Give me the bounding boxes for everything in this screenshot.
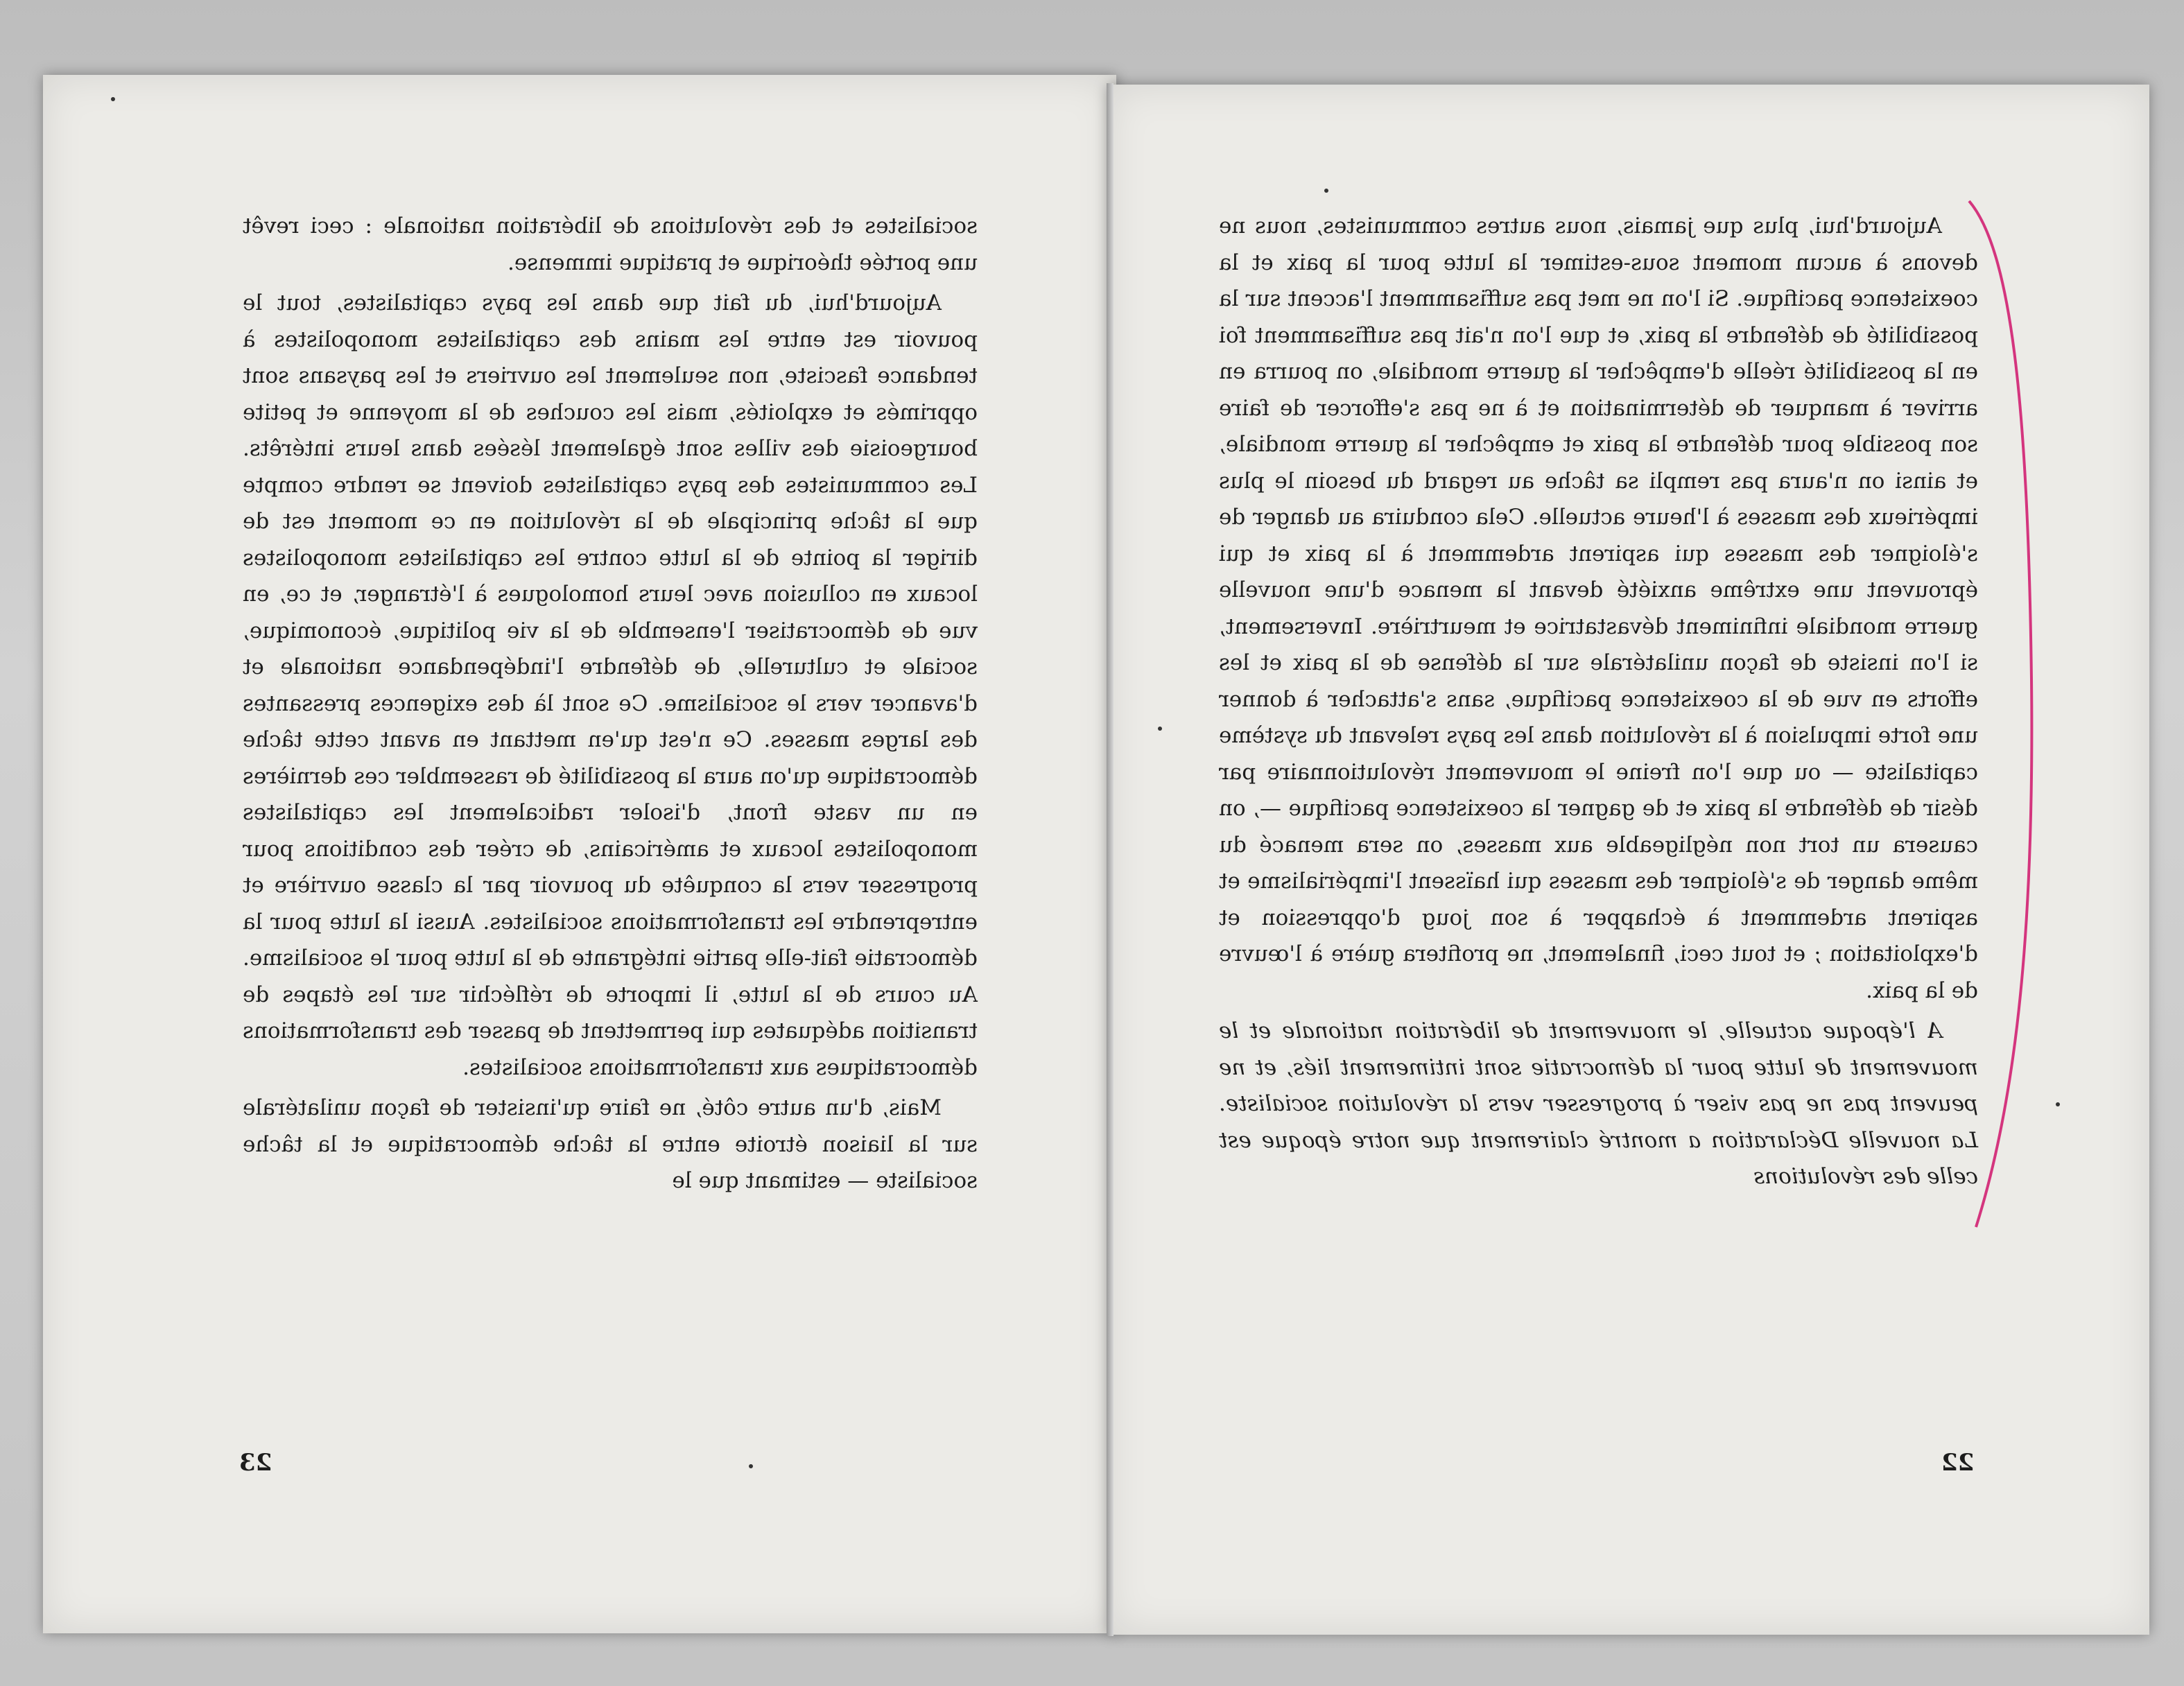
left-page-number: 23 — [239, 1449, 272, 1477]
left-paragraph-3: Mais, d'un autre côté, ne faire qu'insister de façon unilatérale sur la liaison étroite entre la tâche démocratique et la tâche socialiste — estimant que le — [243, 1095, 978, 1193]
right-paragraph-1: Aujourd'hui, plus que jamais, nous autres communistes, nous ne devons à aucun moment sous-estimer la lutte pour la paix et la coexistence pacifique. Si l'on ne met pas suffisamment l'accent sur la possibilité de défendre la paix, et que l'on n'ait pas suffisamment foi en la possibilité réelle d'empêcher la guerre mondiale, on pourra en arriver à manquer de détermination et à ne pas s'efforcer de faire son possible pour défendre la paix et empêcher la guerre mondiale, et ainsi on n'aura pas rempli sa tâche au regard du besoin le plus impérieux des masses à l'heure actuelle. Cela conduira au danger de s'éloigner des masses qui aspirent ardemment à la paix et qui éprouvent une extrême anxiété devant la menace d'une nouvelle guerre mondiale infiniment dévastatrice et meurtrière. Inversement, si l'on insiste de façon unilatérale sur la défense de la paix et les efforts en vue de la coexistence pacifique, sans s'attacher à donner une forte impulsion à la révolution dans les pays relevant du système capitaliste — ou que l'on freine le mouvement révolutionnaire par désir de défendre la paix et de gagner la coexistence pacifique —, on causera un tort non négligeable aux masses, on sera menacé du même danger de s'éloigner des masses qui haïssent l'impérialisme et aspirent ardemment à échapper à son joug d'oppression et d'exploitation ; et tout ceci, finalement, ne profitera guère à l'œuvre de la paix. — [1219, 214, 1978, 1003]
right-page-text — [1219, 208, 1978, 1199]
margin-bracket-mark — [1962, 194, 2045, 1234]
left-paragraph-1: socialistes et des révolutions de libération nationale : ceci revêt une portée théorique et pratique immense. — [243, 214, 978, 275]
book-spine — [1107, 83, 1113, 1636]
right-page-number: 22 — [1941, 1449, 1975, 1477]
scan-speck — [749, 1464, 753, 1468]
scan-speck — [111, 97, 115, 101]
left-paragraph-2: Aujourd'hui, du fait que dans les pays capitalistes, tout le pouvoir est entre les mains des capitalistes monopolistes à tendance fasciste, non seulement les ouvriers et les paysans sont opprimés et exploités, mais les couches de la moyenne et petite bourgeoisie des villes sont également lésées dans leurs intérêts. Les communistes des pays capitalistes doivent se rendre compte que la tâche principale de la révolution en ce moment est de diriger la pointe de la lutte contre les capitalistes monopolistes locaux en collusion avec leurs homologues à l'étranger, et ce, en vue de démocratiser l'ensemble de la vie politique, économique, sociale et culturelle, de défendre l'indépendance nationale et d'avancer vers le socialisme. Ce sont là des exigences pressantes des larges masses. Ce n'est qu'en mettant en avant cette tâche démocratique qu'on aura la possibilité de rassembler ces dernières en un vaste front, d'isoler radicalement les capitalistes monopolistes locaux et américains, de créer des conditions pour progresser vers la conquête du pouvoir par la classe ouvrière et entreprendre les transformations socialistes. Aussi la lutte pour la démocratie fait-elle partie intégrante de la lutte pour le socialisme. Au cours de la lutte, il importe de réfléchir sur les étapes de transition adéquates qui permettent de passer des transformations démocratiques aux transformations socialistes. — [243, 290, 978, 1080]
scan-speck — [2056, 1102, 2060, 1106]
scan-speck — [1324, 189, 1328, 193]
left-page-text — [243, 208, 978, 1203]
right-paragraph-2: A l'époque actuelle, le mouvement de libération nationale et le mouvement de lutte pour la démocratie sont intimement liés, et ne peuvent pas ne pas viser à progresser vers la révolution socialiste. La nouvelle Déclaration a montré clairement que notre époque est celle des révolutions — [1219, 1018, 1978, 1189]
scan-speck — [1158, 727, 1162, 731]
